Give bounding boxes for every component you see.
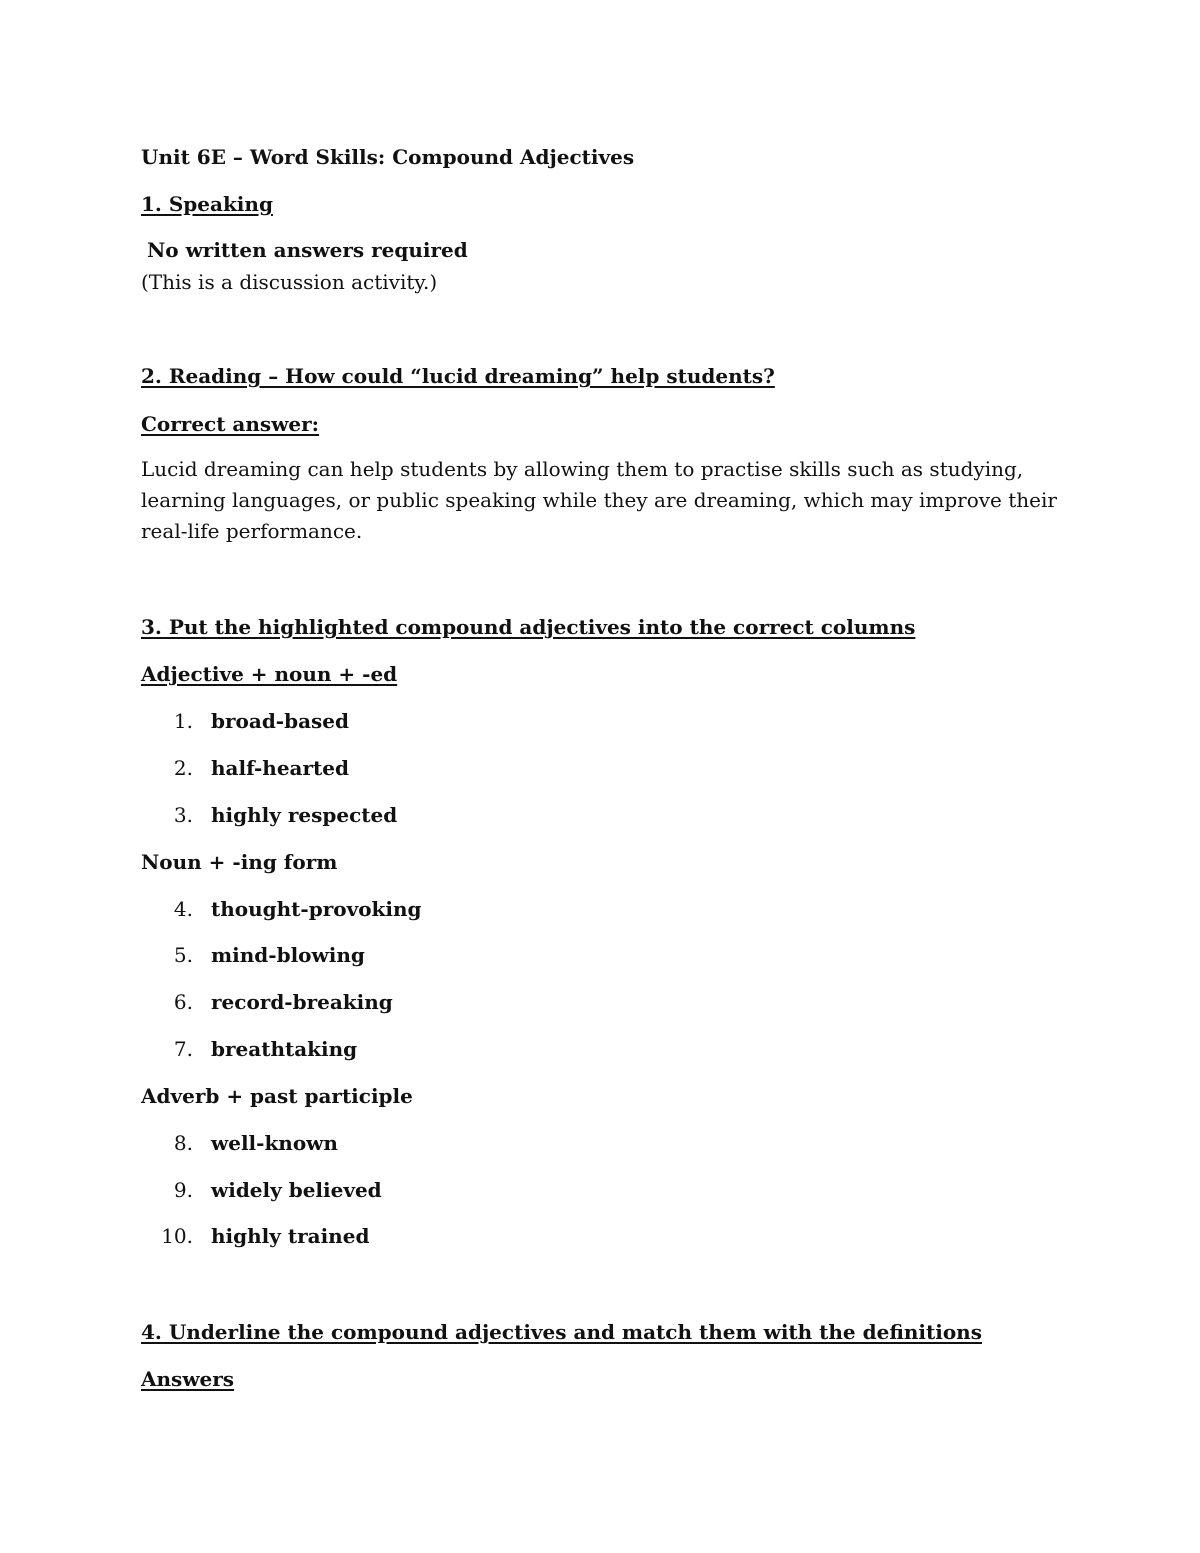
section-4-heading: 4. Underline the compound adjectives and match them with the definitions [141,1320,982,1344]
section-2-heading: 2. Reading – How could “lucid dreaming” help students? [141,364,775,388]
group-3-label: Adverb + past participle [141,1084,413,1108]
section-1-note-bold: No written answers required [147,238,468,262]
list-item-number: 1. [173,709,193,733]
list-item-number: 4. [173,897,193,921]
list-item: widely believed [211,1178,382,1202]
section-2-answer-label: Correct answer: [141,412,320,436]
page-title: Unit 6E – Word Skills: Compound Adjectives [141,145,635,169]
group-2-label: Noun + -ing form [141,850,338,874]
list-item: thought-provoking [211,897,422,921]
section-1-heading: 1. Speaking [141,192,273,216]
list-item: record-breaking [211,990,393,1014]
list-item-number: 10. [161,1224,193,1248]
list-item: mind-blowing [211,943,365,967]
section-2-answer-text: Lucid dreaming can help students by allowing them to practise skills such as studying, learning languages, or public speaking while they are dreaming, which may improve their real-life performance. [141,457,1057,543]
list-item: breathtaking [211,1037,358,1061]
section-3-heading: 3. Put the highlighted compound adjectives into the correct columns [141,615,916,639]
group-1-label: Adjective + noun + -ed [141,662,398,686]
list-item-number: 3. [173,803,193,827]
list-item-number: 6. [173,990,193,1014]
list-item-number: 8. [173,1131,193,1155]
list-item-number: 9. [173,1178,193,1202]
list-item: half-hearted [211,756,349,780]
list-item-number: 5. [173,943,193,967]
list-item-number: 7. [173,1037,193,1061]
section-1-note: (This is a discussion activity.) [141,270,438,294]
section-4-answers-label: Answers [141,1367,235,1391]
list-item-number: 2. [173,756,193,780]
list-item: highly trained [211,1224,370,1248]
list-item: broad-based [211,709,350,733]
list-item: highly respected [211,803,398,827]
list-item: well-known [211,1131,338,1155]
